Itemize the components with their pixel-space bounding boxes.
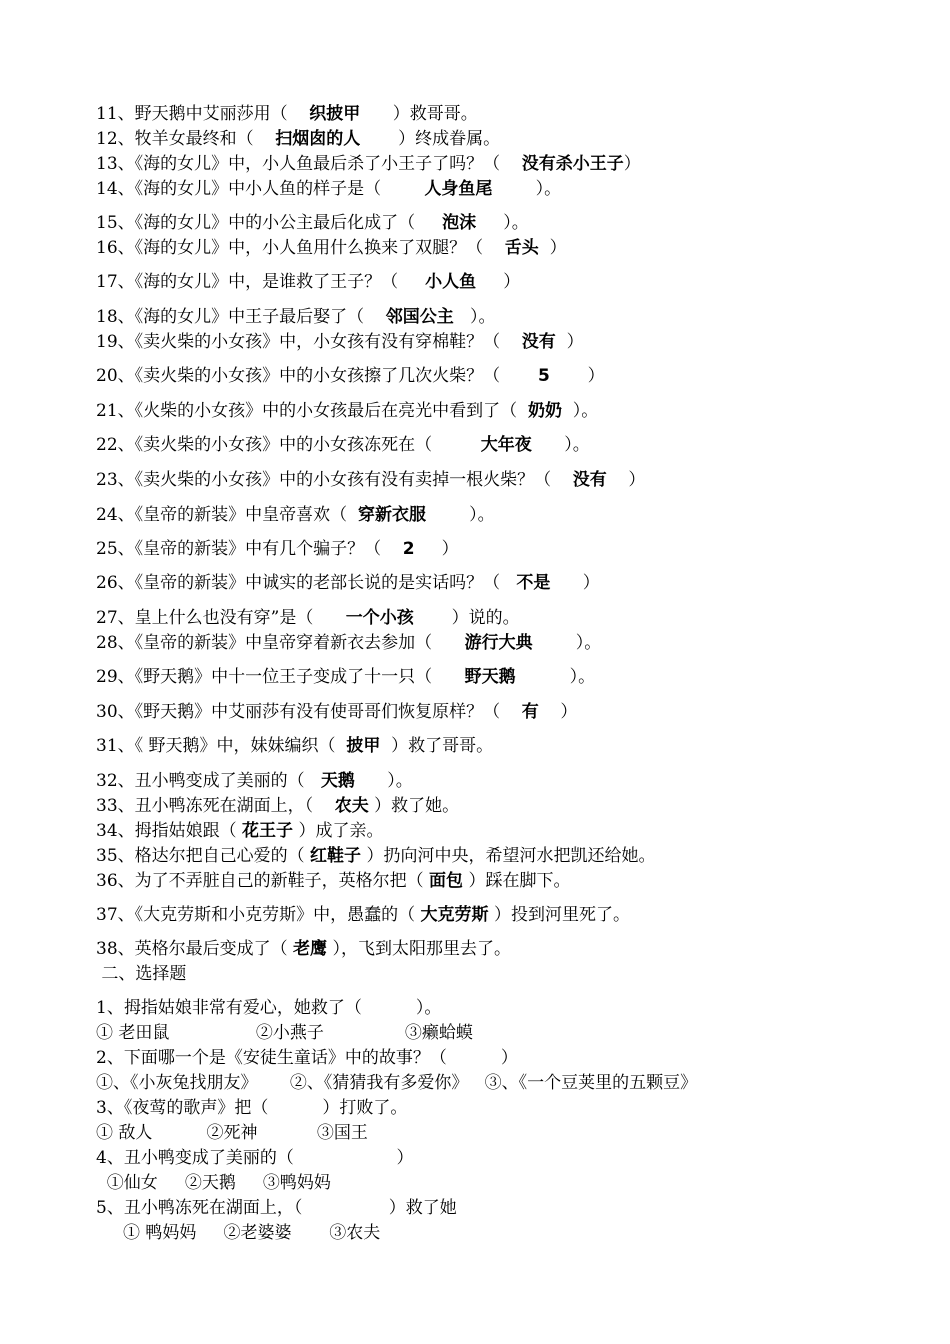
mc-question-1: 1、拇指姑娘非常有爱心，她救了（ ）。 (96, 998, 442, 1018)
question-18: 18、《海的女儿》中王子最后娶了（ 邻国公主 ）。 (96, 307, 496, 327)
answer: 披甲 (346, 736, 381, 756)
mc-options-2: ①、《小灰兔找朋友》 ②、《猜猜我有多爱你》 ③、《一个豆荚里的五颗豆》 (96, 1073, 698, 1093)
answer: 织披甲 (309, 104, 361, 124)
question-25: 25、《皇帝的新装》中有几个骗子？（ 2 ） (96, 539, 459, 559)
mc-options-1: ① 老田鼠 ②小燕子 ③癞蛤蟆 (96, 1023, 473, 1043)
answer: 面包 (429, 871, 464, 891)
question-34: 34、拇指姑娘跟（ 花王子 ）成了亲。 (96, 821, 384, 841)
question-14: 14、《海的女儿》中小人鱼的样子是（ 人身鱼尾 ）。 (96, 179, 562, 199)
mc-question-3: 3、《夜莺的歌声》把（ ）打败了。 (96, 1098, 408, 1118)
answer: 2 (402, 539, 415, 559)
answer: 邻国公主 (385, 307, 454, 327)
answer: 没有 (521, 332, 556, 352)
answer: 不是 (516, 573, 551, 593)
question-23: 23、《卖火柴的小女孩》中的小女孩有没有卖掉一根火柴？（ 没有 ） (96, 470, 646, 490)
question-27: 27、皇上什么也没有穿”是（ 一个小孩 ）说的。 (96, 608, 520, 628)
question-29: 29、《野天鹅》中十一位王子变成了十一只（ 野天鹅 ）。 (96, 667, 596, 687)
question-30: 30、《野天鹅》中艾丽莎有没有使哥哥们恢复原样？（ 有 ） (96, 702, 578, 722)
question-12: 12、牧羊女最终和（ 扫烟囱的人 ）终成眷属。 (96, 129, 501, 149)
question-19: 19、《卖火柴的小女孩》中，小女孩有没有穿棉鞋？（ 没有 ） (96, 332, 584, 352)
question-35: 35、格达尔把自己心爱的（ 红鞋子 ）扔向河中央，希望河水把凯还给她。 (96, 846, 656, 866)
answer: 泡沫 (442, 213, 477, 233)
answer: 奶奶 (527, 401, 562, 421)
answer: 小人鱼 (425, 272, 477, 292)
mc-options-3: ① 敌人 ②死神 ③国王 (96, 1123, 368, 1143)
question-24: 24、《皇帝的新装》中皇帝喜欢（ 穿新衣服 ）。 (96, 505, 495, 525)
answer: 野天鹅 (464, 667, 516, 687)
answer: 花王子 (242, 821, 294, 841)
answer: 一个小孩 (345, 608, 414, 628)
question-26: 26、《皇帝的新装》中诚实的老部长说的是实话吗？（ 不是 ） (96, 573, 600, 593)
question-22: 22、《卖火柴的小女孩》中的小女孩冻死在（ 大年夜 ）。 (96, 435, 590, 455)
answer: 大年夜 (480, 435, 532, 455)
answer: 农夫 (334, 796, 369, 816)
mc-question-2: 2、下面哪一个是《安徒生童话》中的故事？（ ） (96, 1048, 518, 1068)
mc-options-4: ①仙女 ②天鹅 ③鸭妈妈 (96, 1173, 331, 1193)
question-21: 21、《火柴的小女孩》中的小女孩最后在亮光中看到了（ 奶奶 ）。 (96, 401, 599, 421)
section-heading: 二、选择题 (96, 964, 187, 984)
question-36: 36、为了不弄脏自己的新鞋子，英格尔把（ 面包 ）踩在脚下。 (96, 871, 571, 891)
answer: 5 (537, 366, 550, 386)
question-11: 11、野天鹅中艾丽莎用（ 织披甲 ）救哥哥。 (96, 104, 478, 124)
answer: 红鞋子 (310, 846, 362, 866)
question-38: 38、英格尔最后变成了（ 老鹰 ），飞到太阳那里去了。 (96, 939, 511, 959)
answer: 游行大典 (464, 633, 533, 653)
answer: 扫烟囱的人 (275, 129, 361, 149)
answer: 老鹰 (293, 939, 328, 959)
question-31: 31、《 野天鹅》中，妹妹编织（ 披甲 ）救了哥哥。 (96, 736, 494, 756)
mc-question-4: 4、丑小鸭变成了美丽的（ ） (96, 1148, 414, 1168)
mc-options-5: ① 鸭妈妈 ②老婆婆 ③农夫 (96, 1223, 381, 1243)
question-17: 17、《海的女儿》中，是谁救了王子？（ 小人鱼 ） (96, 272, 521, 292)
answer: 人身鱼尾 (424, 179, 493, 199)
answer: 有 (521, 702, 539, 722)
question-13: 13、《海的女儿》中，小人鱼最后杀了小王子了吗？（ 没有杀小王子） (96, 154, 641, 174)
answer: 舌头 (504, 238, 539, 258)
question-37: 37、《大克劳斯和小克劳斯》中，愚蠢的（ 大克劳斯 ）投到河里死了。 (96, 905, 630, 925)
answer: 没有杀小王子 (521, 154, 624, 174)
question-15: 15、《海的女儿》中的小公主最后化成了（ 泡沫 ）。 (96, 213, 529, 233)
answer: 没有 (572, 470, 607, 490)
question-32: 32、丑小鸭变成了美丽的（ 天鹅 ）。 (96, 771, 413, 791)
question-28: 28、《皇帝的新装》中皇帝穿着新衣去参加（ 游行大典 ）。 (96, 633, 602, 653)
question-33: 33、丑小鸭冻死在湖面上，（ 农夫 ）救了她。 (96, 796, 460, 816)
question-20: 20、《卖火柴的小女孩》中的小女孩擦了几次火柴？（ 5 ） (96, 366, 605, 386)
answer: 天鹅 (320, 771, 355, 791)
mc-question-5: 5、丑小鸭冻死在湖面上，（ ）救了她 (96, 1198, 457, 1218)
question-16: 16、《海的女儿》中，小人鱼用什么换来了双腿？（ 舌头 ） (96, 238, 567, 258)
answer: 大克劳斯 (420, 905, 489, 925)
answer: 穿新衣服 (357, 505, 426, 525)
